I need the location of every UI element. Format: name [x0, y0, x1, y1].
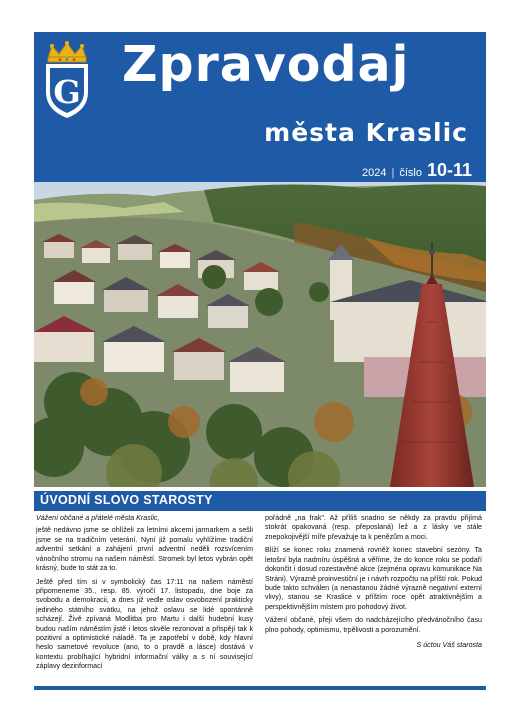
issue-year: 2024 [361, 167, 387, 179]
article-paragraph: Vážení občané, přeji všem do nadcházejícího předvánočního času plno pohody, optimismu, trpělivosti a porozumění. [265, 616, 482, 634]
crest-letter: G [53, 73, 81, 111]
article-body [36, 514, 482, 690]
issue-number: 10-11 [426, 160, 472, 180]
article-paragraph: Blíží se konec roku znamená rovněž konec stavební sezóny. Ta letošní byla nadmíru úspěšná a věříme, že do konce roku se podaří dokončit i dosud rozestavěné akce (zejména opravu komunikace Na Stráni). Výrazně proinvestiční je i návrh rozpočtu na příští rok. Pokud bude takto schválen (a nenastanou žádné výrazně negativní externí vlivy), stanou se Kraslice v příštím roce opět atraktivnějším a perspektivnějším místem pro pohodový život. [265, 546, 482, 611]
magazine-title: Zpravodaj [122, 36, 410, 93]
magazine-subtitle: města Kraslic [264, 118, 468, 147]
issue-separator: | [391, 167, 395, 179]
article-greeting: Vážení občané a přátelé města Kraslic, [36, 514, 160, 522]
issue-info [362, 160, 472, 181]
article-paragraph: ještě nedávno jsme se ohlíželi za letními akcemi jarmarkem a sešli jsme se na tradičním veterání. Nyní již pomalu vyhlížíme tradiční adventní setkání a zahájení první adventní neděli rozsvícením vánočního stromu na našem náměstí. Stromek byl letos vybrán opět krásný, bude to stát za to. [36, 526, 253, 573]
city-crest-icon [42, 40, 92, 120]
article-signature: S úctou Váš starosta [416, 641, 482, 650]
article-column-left [36, 514, 253, 690]
footer-rule [34, 686, 486, 690]
issue-label: číslo [399, 167, 422, 179]
article-paragraph: Ještě před tím si v symbolický čas 17:11 na našem náměstí připomeneme 35., resp. 85. výročí 17. listopadu, dne boje za svobodu a demokracii, a dnes již vedle oslav osvobození prakticky jediného státního svátku, na jehož oslavu se lidé spontánně scházejí. Živě zpívaná Modlitba pro Martu i další hudební kusy budou naším náměstím jistě i letos skvěle rezonovat a přispějí tak k pozitivní a optimistické náladě. Ta je zapotřebí v době, kdy hlavní heslo sametové revoluce (ano, to o pravdě a lásce) dostává v kontextu probíhající hybridní informační války a s ní související záplavy dezinformací [36, 577, 253, 671]
cover-photo-town-aerial [34, 182, 486, 487]
section-bar [34, 491, 486, 511]
section-title: ÚVODNÍ SLOVO STAROSTY [40, 493, 213, 507]
masthead [34, 32, 486, 182]
article-column-right [265, 514, 482, 690]
article-paragraph: pořádně „na frak". Až příliš snadno se někdy za pravdu přijímá stokrát opakovaná (resp. přeposlaná) lež a z lásky ve stále znepokojivější míře převažuje ta k penězům a moci. [265, 514, 482, 541]
